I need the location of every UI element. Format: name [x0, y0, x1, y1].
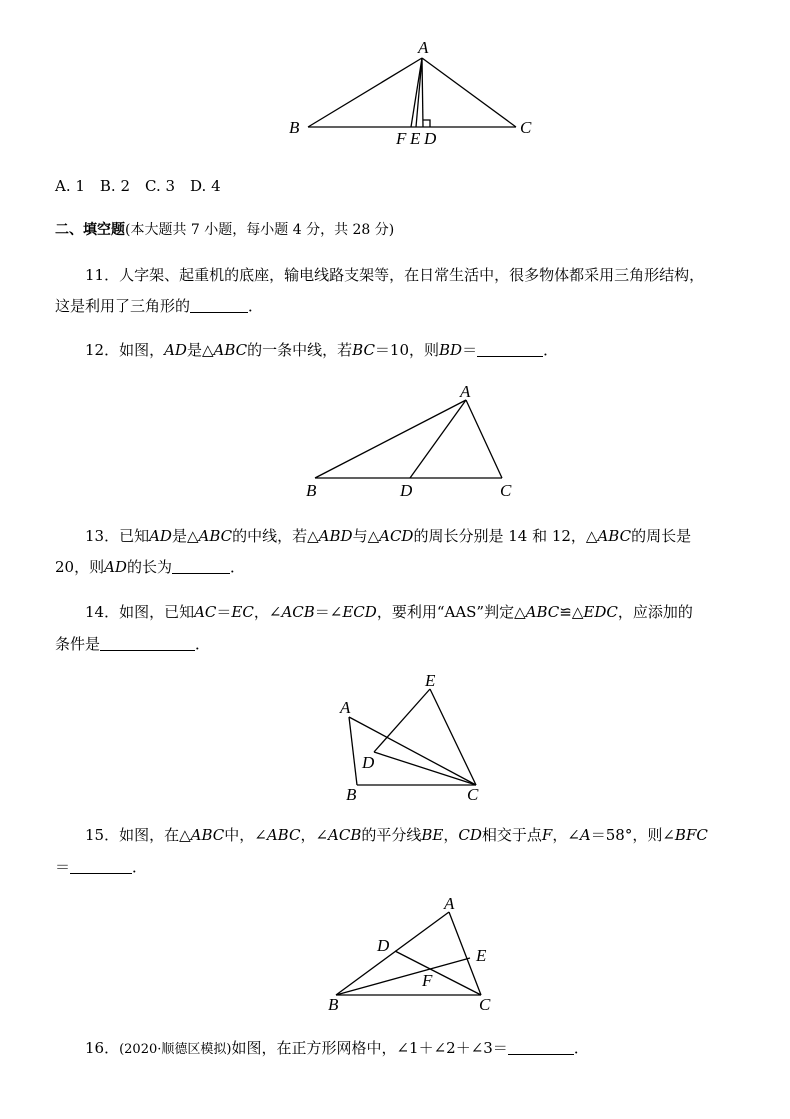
q15-line-2: ＝ ． — [55, 858, 148, 876]
fig12-label-a: A — [460, 382, 471, 401]
fig10-label-c: C — [520, 118, 532, 137]
fig10-label-d: D — [424, 129, 437, 148]
section-2-title: 二、填空题 — [55, 222, 125, 238]
q16-answer-blank[interactable] — [508, 1039, 574, 1055]
fig12-label-b: B — [306, 481, 317, 500]
fig15-label-d: D — [377, 936, 390, 955]
fig10-label-e: E — [410, 129, 421, 148]
fig15-label-a: A — [444, 894, 455, 913]
q16-source: (2020·顺德区模拟) — [119, 1042, 232, 1057]
q13-line-1: 13．已知AD是△ABC的中线，若△ABD与△ACD的周长分别是 14 和 12，△ABC的周长是 — [85, 527, 692, 545]
q15-line-1: 15．如图，在△ABC中，∠ABC，∠ACB的平分线BE，CD相交于点F，∠A＝58°，则∠BFC — [85, 826, 708, 844]
q12-text: 12．如图，AD是△ABC的一条中线，若BC＝10，则BD＝ ． — [85, 341, 559, 359]
fig10-label-a: A — [418, 38, 429, 57]
fig14-label-b: B — [346, 785, 357, 804]
q13-line-2: 20，则AD的长为 ． — [55, 558, 245, 576]
q14-line-2: 条件是 ． — [55, 635, 211, 653]
q11-line-2: 这是利用了三角形的 ． — [55, 297, 264, 315]
fig14-label-e: E — [425, 671, 436, 690]
fig10-label-f: F — [396, 129, 407, 148]
q11-line-1: 11．人字架、起重机的底座，输电线路支架等，在日常生活中，很多物体都采用三角形结构， — [85, 266, 705, 284]
fig12-label-d: D — [400, 481, 413, 500]
fig10-label-b: B — [289, 118, 300, 137]
fig12-label-c: C — [500, 481, 512, 500]
fig15-label-b: B — [328, 995, 339, 1014]
fig14-label-d: D — [362, 753, 375, 772]
fig14-label-c: C — [467, 785, 479, 804]
q16-text: 16．(2020·顺德区模拟)如图，在正方形网格中，∠1＋∠2＋∠3＝ ． — [85, 1039, 589, 1057]
q10-options: A. 1 B. 2 C. 3 D. 4 — [55, 177, 221, 195]
fig15-label-c: C — [479, 995, 491, 1014]
q14-line-1: 14．如图，已知AC＝EC，∠ACB＝∠ECD，要利用“AAS”判定△ABC≌△EDC，应添加的 — [85, 603, 693, 621]
fig15-label-f: F — [422, 971, 433, 990]
fig14-label-a: A — [340, 698, 351, 717]
section-2-note: (本大题共 7 小题，每小题 4 分，共 28 分) — [125, 222, 395, 238]
fig15-label-e: E — [476, 946, 487, 965]
